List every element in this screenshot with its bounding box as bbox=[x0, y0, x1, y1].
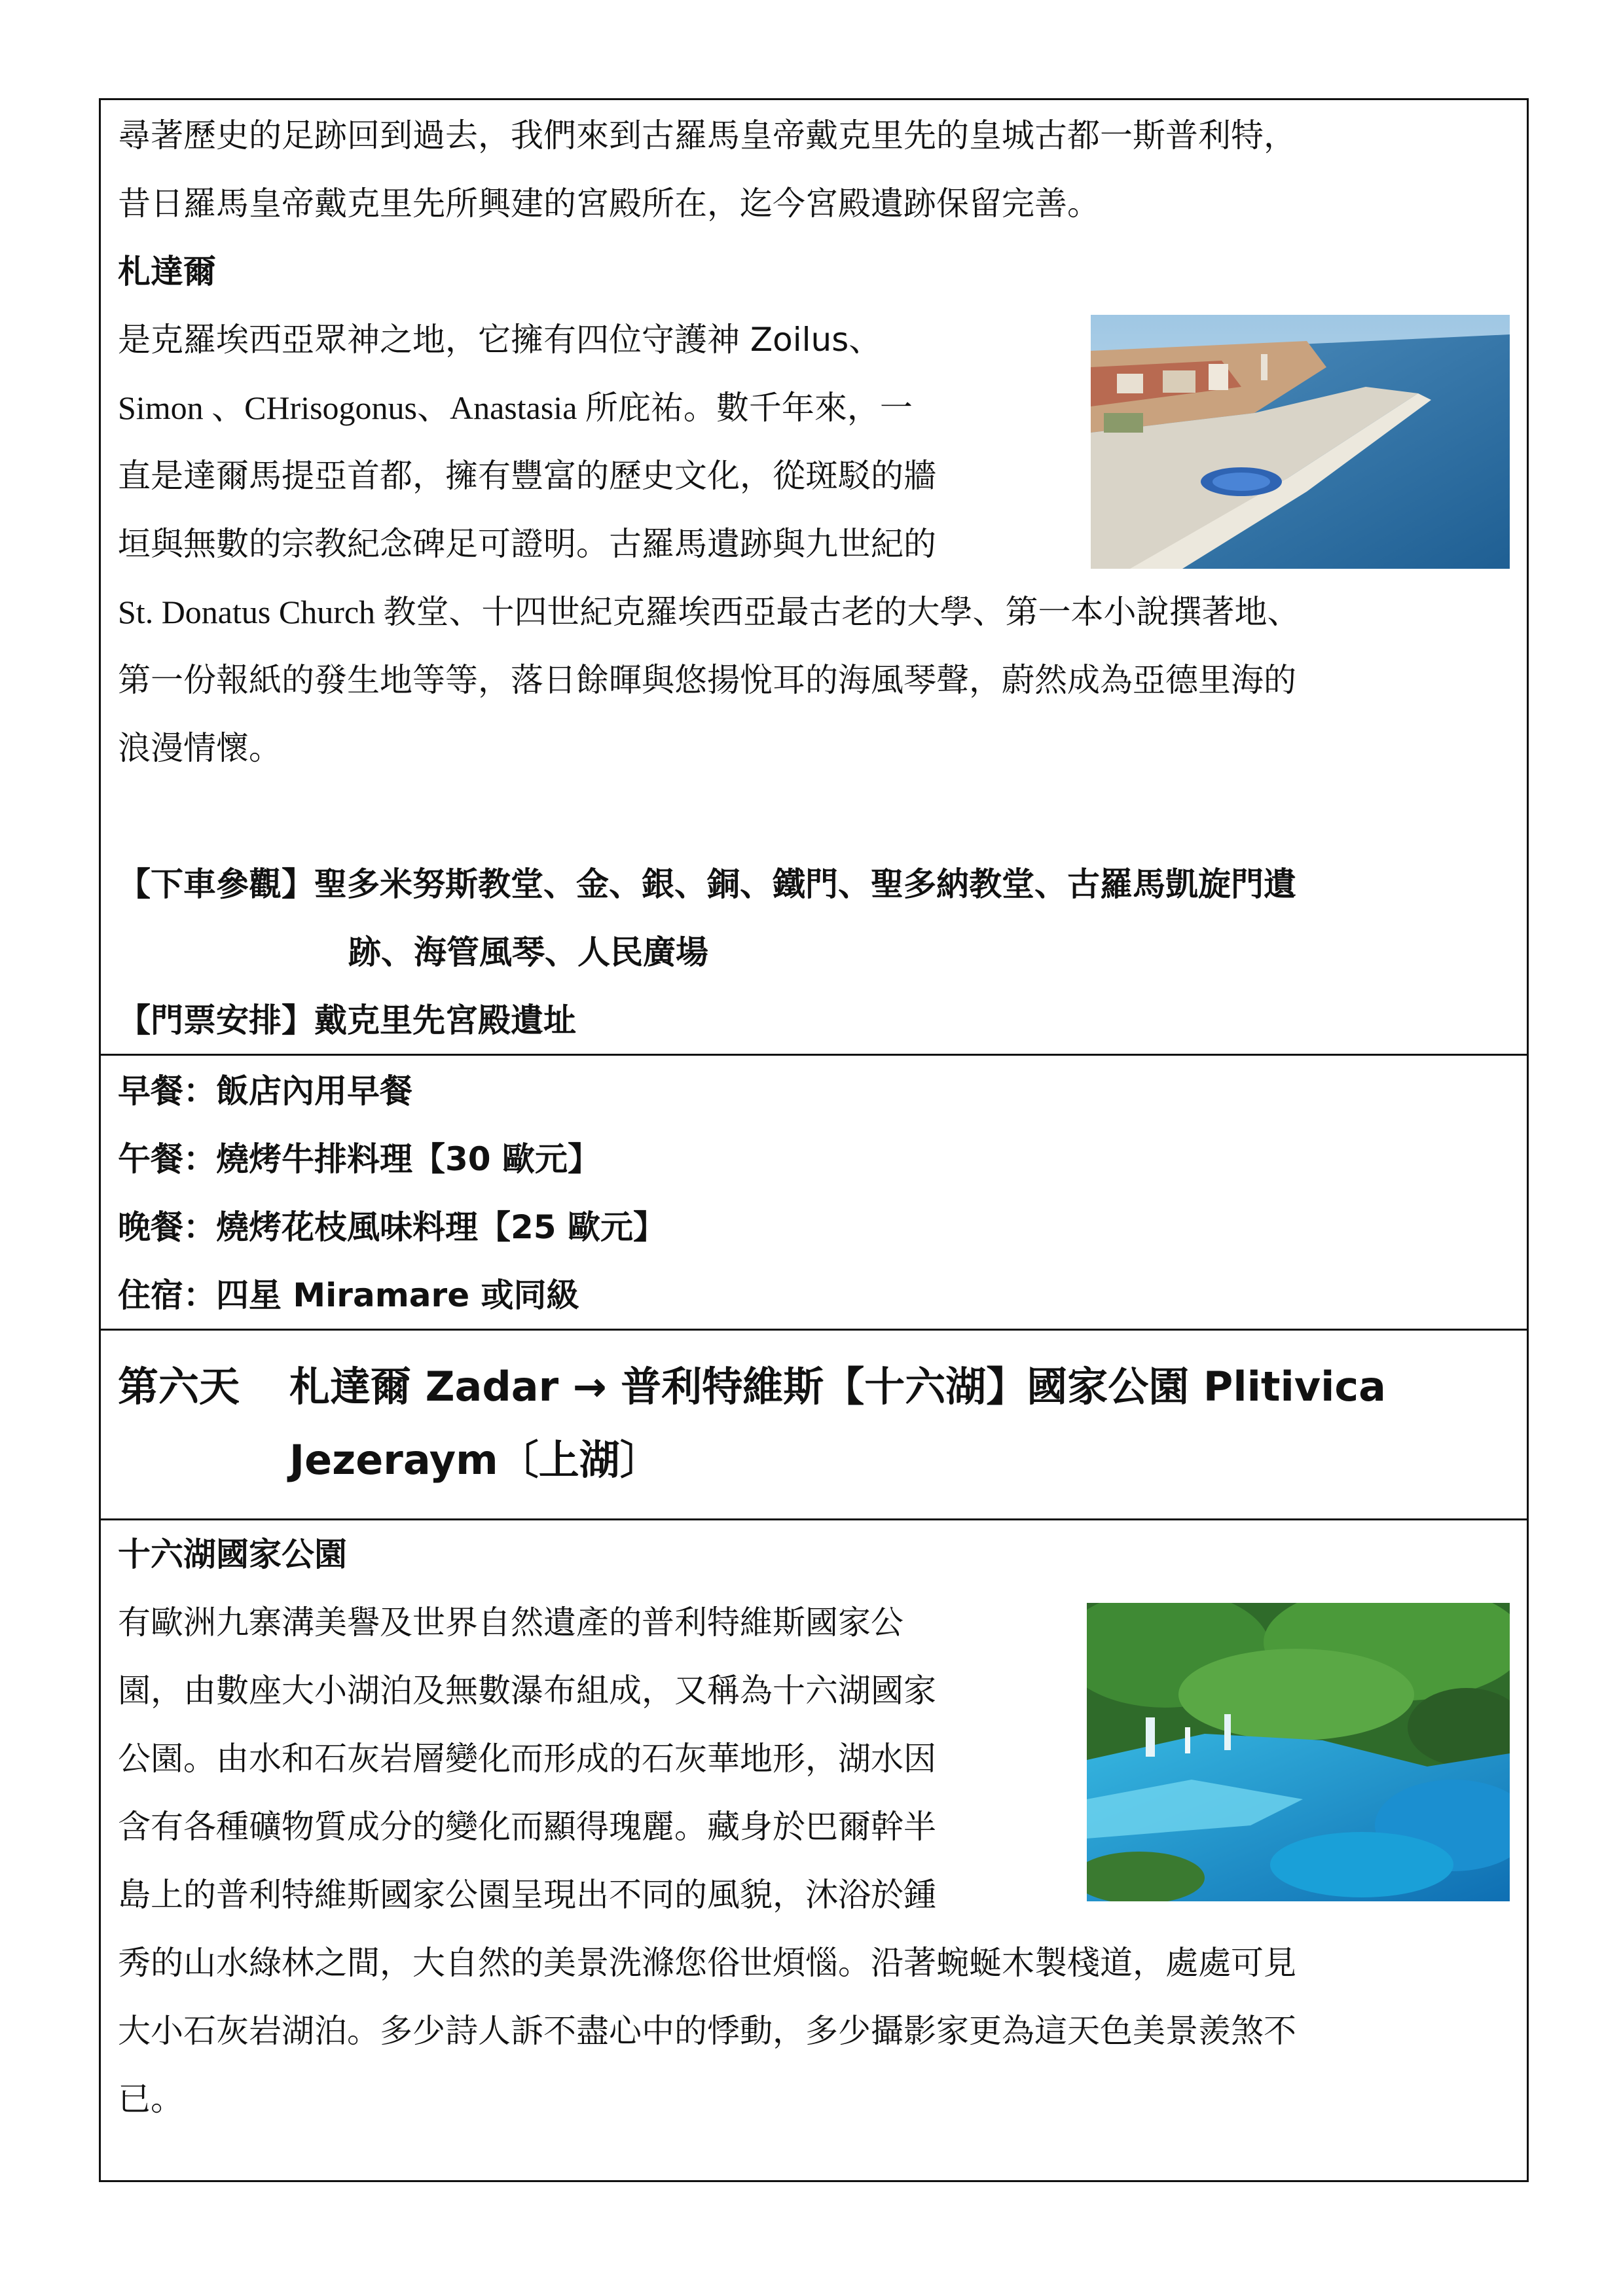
zadar-coast-photo bbox=[1091, 315, 1510, 569]
visit-label: 【下車參觀】 bbox=[118, 865, 314, 903]
intro-line: 昔日羅馬皇帝戴克里先所興建的宮殿所在，迄今宮殿遺跡保留完善。 bbox=[118, 185, 1100, 223]
visit-line bbox=[118, 850, 1510, 918]
zadar-text: 浪漫情懷。 bbox=[118, 729, 282, 767]
plitvice-text: 大小石灰岩湖泊。多少詩人訴不盡心中的悸動，多少攝影家更為這天色美景羨煞不 bbox=[118, 2012, 1296, 2050]
plitvice-text: 含有各種礦物質成分的變化而顯得瑰麗。藏身於巴爾幹半 bbox=[118, 1808, 936, 1846]
zadar-title: 札達爾 bbox=[118, 253, 216, 291]
plitvice-text: 公園。由水和石灰岩層變化而形成的石灰華地形，湖水因 bbox=[118, 1740, 936, 1778]
zadar-text: Simon 、CHrisogonus、Anastasia 所庇祐。數千年來，一 bbox=[118, 389, 913, 426]
plitvice-text: 秀的山水綠林之間，大自然的美景洗滌您俗世煩惱。沿著蜿蜒木製棧道，處處可見 bbox=[118, 1944, 1296, 1982]
ticket-label: 【門票安排】 bbox=[118, 1001, 314, 1039]
section-plitvice bbox=[101, 1520, 1527, 2180]
section-split-zadar bbox=[101, 100, 1527, 1056]
intro-line: 尋著歷史的足跡回到過去，我們來到古羅馬皇帝戴克里先的皇城古都一斯普利特， bbox=[118, 117, 1296, 154]
visit-line-cont: 跡、海管風琴、人民廣場 bbox=[348, 933, 708, 971]
visit-value: 聖多米努斯教堂、金、銀、銅、鐵門、聖多納教堂、古羅馬凱旋門遺 bbox=[314, 865, 1296, 903]
plitvice-text: 有歐洲九寨溝美譽及世界自然遺產的普利特維斯國家公 bbox=[118, 1604, 903, 1641]
zadar-text: 第一份報紙的發生地等等，落日餘暉與悠揚悅耳的海風琴聲，蔚然成為亞德里海的 bbox=[118, 661, 1296, 699]
ticket-line bbox=[118, 986, 1510, 1054]
zadar-text: 垣與無數的宗教紀念碑足可證明。古羅馬遺跡與九世紀的 bbox=[118, 525, 936, 563]
plitvice-title: 十六湖國家公園 bbox=[118, 1535, 347, 1573]
section-meals bbox=[101, 1056, 1527, 1331]
section-day6-header bbox=[101, 1331, 1527, 1520]
zadar-text: 是克羅埃西亞眾神之地，它擁有四位守護神 Zoilus、 bbox=[118, 321, 882, 359]
day6-label: 第六天 bbox=[118, 1363, 240, 1410]
day6-route bbox=[118, 1350, 1510, 1424]
day6-route-line2: Jezeraym〔上湖〕 bbox=[289, 1436, 661, 1484]
itinerary-table bbox=[99, 98, 1529, 2182]
dinner-line: 晚餐：燒烤花枝風味料理【25 歐元】 bbox=[118, 1208, 666, 1246]
ticket-value: 戴克里先宮殿遺址 bbox=[314, 1001, 576, 1039]
hotel-line: 住宿：四星 Miramare 或同級 bbox=[118, 1276, 579, 1314]
lunch-line: 午餐：燒烤牛排料理【30 歐元】 bbox=[118, 1140, 600, 1178]
plitvice-text: 已。 bbox=[118, 2080, 183, 2118]
plitvice-text: 島上的普利特維斯國家公園呈現出不同的風貌，沐浴於鍾 bbox=[118, 1876, 936, 1914]
zadar-text: St. Donatus Church 教堂、十四世紀克羅埃西亞最古老的大學、第一本小說撰著地、 bbox=[118, 594, 1300, 630]
plitvice-lakes-photo bbox=[1087, 1603, 1510, 1901]
zadar-text: 直是達爾馬提亞首都，擁有豐富的歷史文化，從斑駁的牆 bbox=[118, 457, 936, 495]
spacer bbox=[118, 782, 1510, 850]
plitvice-text: 園，由數座大小湖泊及無數瀑布組成，又稱為十六湖國家 bbox=[118, 1672, 936, 1710]
day6-route-line1: 札達爾 Zadar → 普利特維斯【十六湖】國家公園 Plitivica bbox=[289, 1363, 1386, 1410]
breakfast-line: 早餐：飯店內用早餐 bbox=[118, 1072, 412, 1110]
